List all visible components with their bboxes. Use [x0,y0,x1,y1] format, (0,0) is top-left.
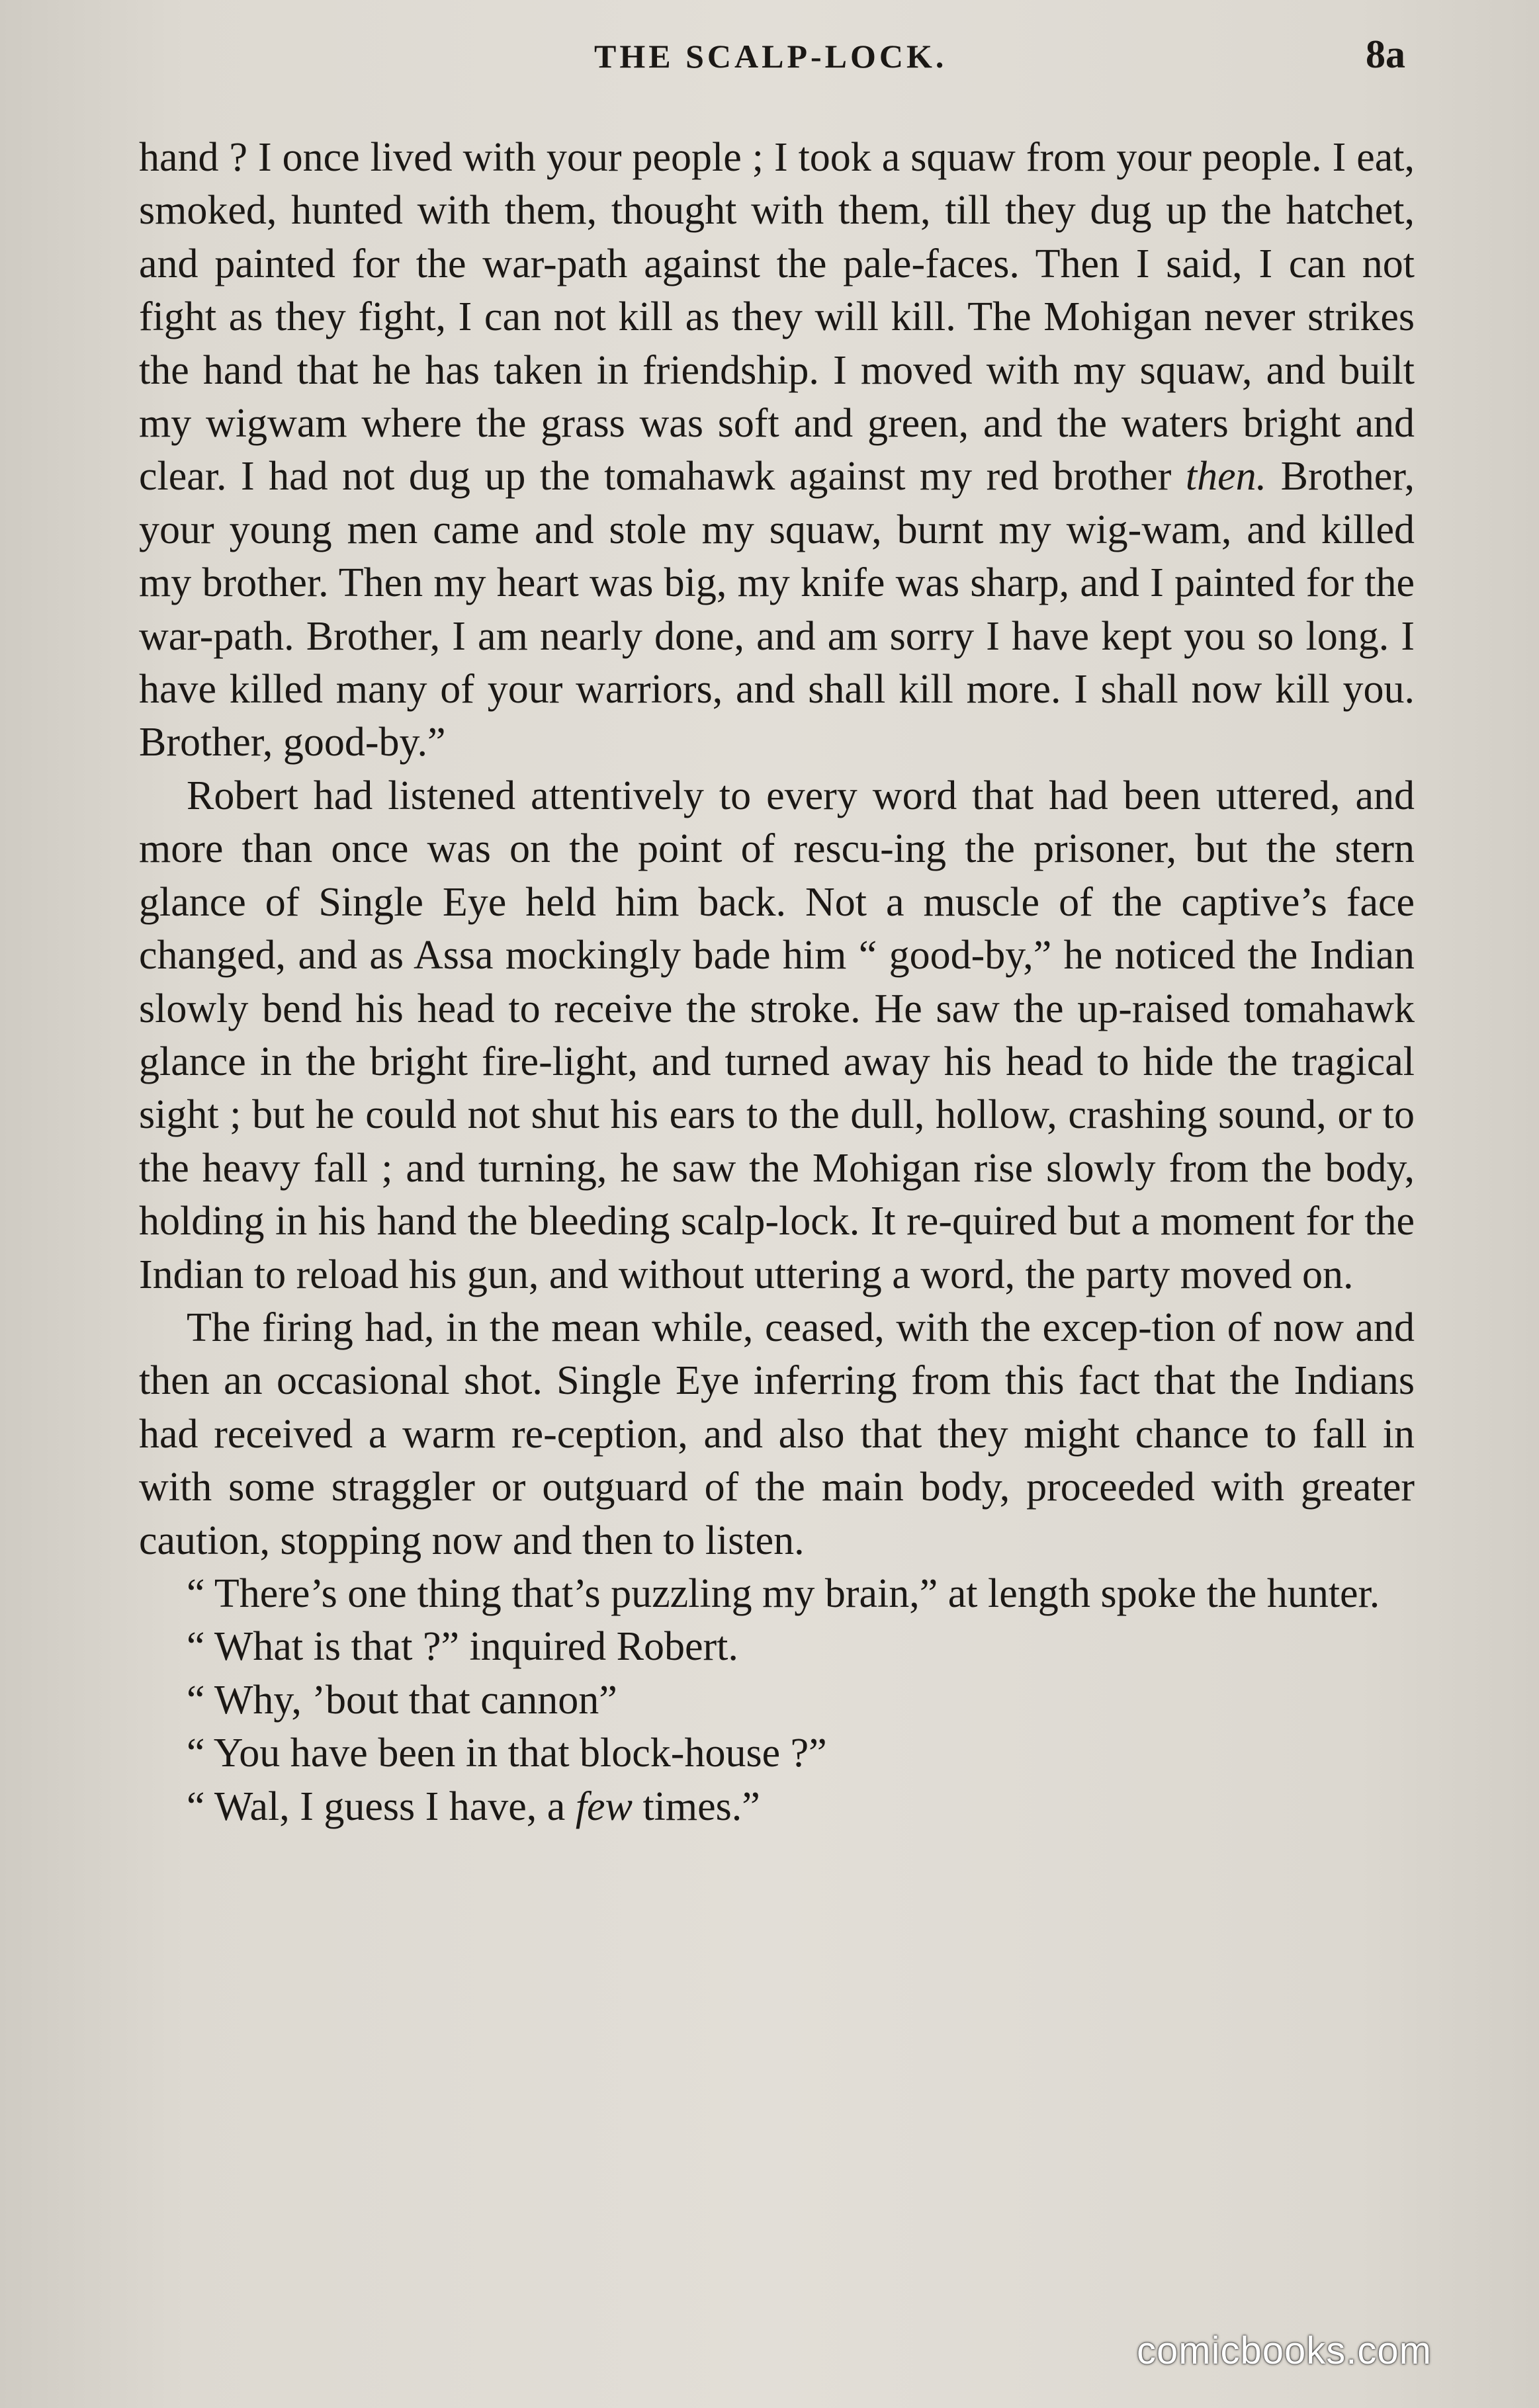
page-header [0,30,1539,83]
paragraph-8-part-a: “ Wal, I guess I have, a [187,1784,576,1829]
paragraph-5: “ What is that ?” inquired Robert. [187,1624,738,1670]
paragraph-7: “ You have been in that block-house ?” [187,1731,827,1776]
body-text [139,131,1415,1833]
paragraph-2: Robert had listened attentively to every word that had been uttered, and more than once was on the point of rescu-ing the prisoner, but the stern glance of Single Eye held him back. Not a muscle of the captive’s face changed, and as Assa mockingly bade him “ good-by,” he noticed the Indian slowly bend his head to receive the stroke. He saw the up-raised tomahawk glance in the bright fire-light, and turned away his head to hide the tragical sight ; but he could not shut his ears to the dull, hollow, crashing sound, or to the heavy fall ; and turning, he saw the Mohigan rise slowly from the body, holding in his hand the bleeding scalp-lock. It re-quired but a moment for the Indian to reload his gun, and without uttering a word, the party moved on. [139,773,1415,1297]
paragraph-1-emphasis: then. [1185,454,1267,499]
paragraph-6: “ Why, ’bout that cannon” [187,1677,617,1723]
paragraph-3: The firing had, in the mean while, ceased, with the excep-tion of now and then an occasional shot. Single Eye inferring from this fact that the Indians had received a warm re-ception, and also that they might chance to fall in with some straggler or outguard of the main body, proceeded with greater caution, stopping now and then to listen. [139,1305,1415,1563]
paragraph-1 [139,131,1415,769]
paragraph-1-part-b: Brother, your young men came and stole my squaw, burnt my wig-wam, and killed my brother. Then my heart was big, my knife was sharp, and I painted for the war-path. Brother, I am nearly done, and am sorry I have kept you so long. I have killed many of your warriors, and shall kill more. I shall now kill you. Brother, good-by.” [139,454,1415,765]
running-title: THE SCALP-LOCK. [594,38,947,75]
page-number: 8a [1366,32,1405,76]
paragraph-1-part-a: hand ? I once lived with your people ; I took a squaw from your people. I eat, smoked, hunted with them, thought with them, till they dug up the hatchet, and painted for the war-path against the pale-faces. Then I said, I can not fight as they fight, I can not kill as they will kill. The Mohigan never strikes the hand that he has taken in friendship. I moved with my squaw, and built my wigwam where the grass was soft and green, and the waters bright and clear. I had not dug up the tomahawk against my red brother [139,135,1415,499]
paragraph-8-emphasis: few [575,1784,633,1829]
paragraph-4: “ There’s one thing that’s puzzling my brain,” at length spoke the hunter. [187,1570,1380,1616]
watermark: comicbooks.com [1137,2329,1432,2372]
paragraph-8 [139,1780,1415,1833]
paragraph-8-part-b: times.” [632,1784,760,1829]
